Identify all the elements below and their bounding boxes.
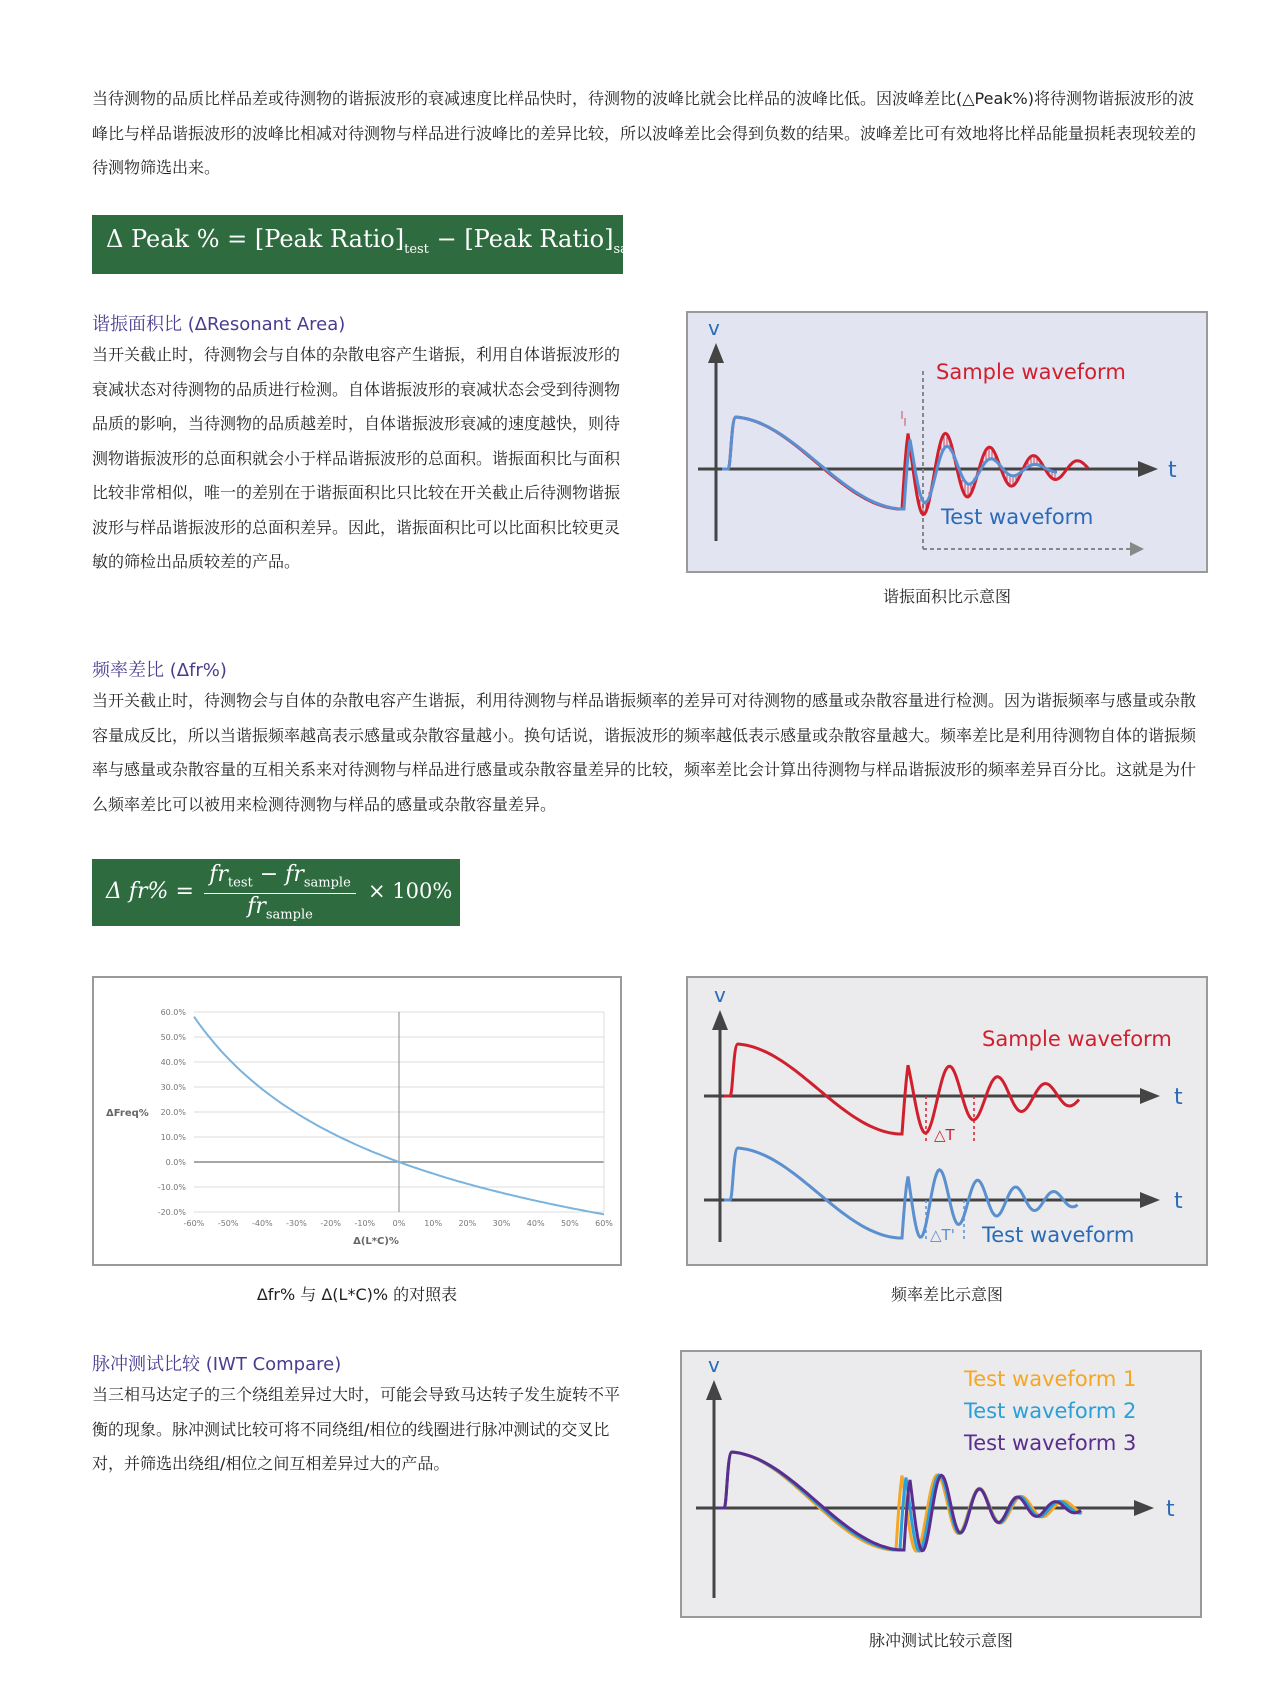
- freq-diagram-svg: [688, 978, 1206, 1264]
- t-label-top: t: [1174, 1085, 1183, 1110]
- chart-x-tick: -10%: [354, 1219, 376, 1228]
- num-a: fr: [209, 862, 228, 887]
- freq-diff-heading-text: 频率差比 (Δfr%): [92, 660, 227, 681]
- num-b: fr: [285, 862, 304, 887]
- formula-lhs: Δ Peak % =: [106, 225, 248, 253]
- chart-y-tick: -10.0%: [157, 1183, 186, 1192]
- freq-formula-times: × 100%: [368, 879, 453, 903]
- resonant-area-heading: 谐振面积比 (ΔResonant Area): [92, 314, 346, 335]
- test-label: Test waveform: [982, 1223, 1135, 1247]
- chart-x-tick: 50%: [560, 1219, 579, 1228]
- resonant-area-paragraph: 当开关截止时，待测物会与自体的杂散电容产生谐振，利用自体谐振波形的衰减状态对待测物的品质进行检测。自体谐振波形的衰减状态会受到待测物品质的影响，当待测物的品质越差时，自体谐振波形衰减的速度越快，则待测物谐振波形的总面积就会小于样品谐振波形的总面积。谐振面积比与面积比较非常相似，唯一的差别在于谐振面积比只比较在开关截止后待测物谐振波形与样品谐振波形的总面积差异。因此，谐振面积比可以比面积比较更灵敏的筛检出品质较差的产品。: [92, 345, 621, 571]
- num-b-sub: sample: [303, 875, 351, 891]
- chart-xlabel: Δ(L*C)%: [353, 1236, 399, 1247]
- t-label-bottom: t: [1174, 1189, 1183, 1214]
- t-arrow: [1134, 1500, 1154, 1516]
- sample-label: Sample waveform: [936, 360, 1126, 384]
- test-waveform: [722, 417, 1057, 509]
- v-label: v: [708, 1353, 720, 1377]
- chart-y-tick: -20.0%: [157, 1208, 186, 1217]
- v-arrow: [712, 1010, 728, 1030]
- freq-diagram-caption: 频率差比示意图: [890, 1285, 1003, 1304]
- iwt-diagram-svg: [682, 1352, 1200, 1616]
- freq-chart-box: [92, 976, 622, 1266]
- chart-ylabel: ΔFreq%: [106, 1108, 149, 1119]
- chart-x-tick: -40%: [251, 1219, 273, 1228]
- v-arrow: [708, 343, 724, 363]
- iwt-paragraph: 当三相马达定子的三个绕组差异过大时，可能会导致马达转子发生旋转不平衡的现象。脉冲测试比较可将不同绕组/相位的线圈进行脉冲测试的交叉比对，并筛选出绕组/相位之间互相差异过大的产品。: [92, 1385, 621, 1473]
- test-label: Test waveform: [941, 505, 1094, 529]
- chart-y-tick: 10.0%: [160, 1133, 186, 1142]
- chart-x-ticks: [184, 1219, 614, 1228]
- formula-term1: [Peak Ratio]: [254, 225, 405, 253]
- sample-label: Sample waveform: [982, 1027, 1172, 1051]
- freq-diff-heading: [92, 656, 227, 682]
- sample-waveform: [724, 1044, 1079, 1134]
- den: fr: [247, 894, 266, 919]
- resonant-area-caption: 谐振面积比示意图: [882, 587, 1011, 606]
- delta-t-label: △T: [934, 1126, 955, 1144]
- t-arrow: [1138, 461, 1158, 477]
- freq-formula: [92, 859, 460, 926]
- peak-formula: [92, 215, 661, 274]
- formula-minus: −: [436, 225, 457, 253]
- chart-y-tick: 60.0%: [160, 1008, 186, 1017]
- chart-y-tick: 40.0%: [160, 1058, 186, 1067]
- chart-y-tick: 50.0%: [160, 1033, 186, 1042]
- resonant-area-svg: [688, 313, 1206, 571]
- freq-diagram: [686, 976, 1208, 1266]
- chart-x-tick: 60%: [595, 1219, 613, 1228]
- chart-y-tick: 30.0%: [160, 1083, 186, 1092]
- chart-x-tick: -20%: [320, 1219, 342, 1228]
- legend-waveform-3: Test waveform 3: [964, 1431, 1137, 1455]
- legend-waveform-2: Test waveform 2: [964, 1399, 1137, 1423]
- iwt-caption: 脉冲测试比较示意图: [868, 1631, 1013, 1650]
- t-arrow-bottom: [1140, 1192, 1160, 1208]
- resonant-area-diagram: [686, 311, 1208, 573]
- t-label: t: [1166, 1497, 1175, 1522]
- t-arrow-top: [1140, 1088, 1160, 1104]
- formula-sub1: test: [404, 241, 429, 257]
- v-arrow: [706, 1380, 722, 1400]
- t-label: t: [1168, 458, 1177, 483]
- chart-grid: [194, 1012, 604, 1212]
- den-sub: sample: [265, 907, 313, 923]
- v-label: v: [714, 983, 726, 1007]
- chart-y-tick: 0.0%: [165, 1158, 186, 1167]
- formula-sub2: sample: [613, 241, 661, 257]
- chart-x-tick: 40%: [526, 1219, 545, 1228]
- v-label: v: [708, 316, 720, 340]
- chart-x-tick: 0%: [392, 1219, 406, 1228]
- freq-diff-paragraph: 当开关截止时，待测物会与自体的杂散电容产生谐振，利用待测物与样品谐振频率的差异可对待测物的感量或杂散容量进行检测。因为谐振频率与感量或杂散容量成反比，所以当谐振频率越高表示感量或杂散容量越小。换句话说，谐振波形的频率越低表示感量或杂散容量越大。频率差比是利用待测物自体的谐振频率与感量或杂散容量的互相关系来对待测物与样品进行感量或杂散容量差异的比较，频率差比会计算出待测物与样品谐振波形的频率差异百分比。这就是为什么频率差比可以被用来检测待测物与样品的感量或杂散容量差异。: [92, 691, 1197, 814]
- chart-y-ticks: [158, 1008, 187, 1217]
- chart-x-tick: -30%: [286, 1219, 307, 1228]
- freq-chart: [94, 978, 620, 1264]
- num-a-sub: test: [227, 875, 253, 891]
- chart-x-tick: 30%: [492, 1219, 511, 1228]
- chart-y-tick: 20.0%: [160, 1108, 186, 1117]
- iwt-heading: 脉冲测试比较 (IWT Compare): [92, 1354, 342, 1375]
- freq-chart-caption: Δfr% 与 Δ(L*C)% 的对照表: [256, 1285, 458, 1304]
- iwt-diagram: [680, 1350, 1202, 1618]
- chart-x-tick: 10%: [424, 1219, 443, 1228]
- chart-x-tick: -50%: [217, 1219, 239, 1228]
- freq-formula-numerator: [204, 862, 356, 890]
- num-minus: −: [259, 862, 279, 887]
- chart-x-tick: -60%: [183, 1219, 205, 1228]
- duration-arrow: [1130, 542, 1144, 556]
- area-difference-hatch: [902, 411, 1055, 515]
- legend-waveform-1: Test waveform 1: [964, 1367, 1137, 1391]
- formula-term2: [Peak Ratio]: [464, 225, 614, 253]
- intro-paragraph: 当待测物的品质比样品差或待测物的谐振波形的衰减速度比样品快时，待测物的波峰比就会比样品的波峰比低。因波峰差比(△Peak%)将待测物谐振波形的波峰比与样品谐振波形的波峰比相减对待测物与样品进行波峰比的差异比较，所以波峰差比会得到负数的结果。波峰差比可有效地将比样品能量损耗表现较差的待测物筛选出来。: [92, 89, 1197, 177]
- freq-formula-denominator: [204, 894, 356, 922]
- delta-t-prime-label: △T': [930, 1226, 955, 1244]
- chart-x-tick: 20%: [458, 1219, 477, 1228]
- freq-formula-lhs: Δ fr% =: [106, 879, 194, 904]
